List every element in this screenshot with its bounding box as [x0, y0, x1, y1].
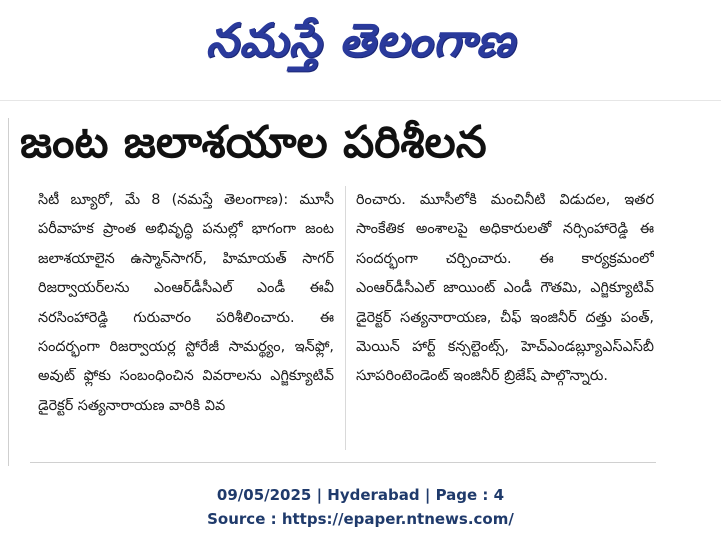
- article-column-right: రించారు. మూసీలోకి మంచినీటి విడుదల, ఇతర సాంకేతిక అంశాలపై అధికారులతో నర్సింహారెడ్డి ఈ సందర్భంగా చర్చించారు. ఈ కార్యక్రమంలో ఎంఆర్‌డీసీఎల్ జాయింట్ ఎండీ గౌతమి, ఎగ్జిక్యూటివ్ డైరెక్టర్ సత్యనారాయణ, చీఫ్ ఇంజినీర్ దత్తు పంత్, మెయిన్ హార్ట్ కన్సల్టెంట్స్, హెచ్‌ఎండబ్ల్యూఎస్‌ఎస్‌బీ సూపరింటెండెంట్ ఇంజినీర్ బ్రిజేష్ పాల్గొన్నారు.: [356, 192, 654, 385]
- article-headline: జంట జలాశయాల పరిశీలన: [20, 117, 487, 168]
- article-left-rule: [8, 118, 9, 466]
- masthead-divider: [0, 100, 721, 101]
- masthead-logo: నమస్తే తెలంగాణ: [205, 13, 516, 67]
- footer-date-edition: 09/05/2025 | Hyderabad | Page : 4: [216, 486, 505, 504]
- article-column-left: సిటీ బ్యూరో, మే 8 (నమస్తే తెలంగాణ): మూసీ పరీవాహక ప్రాంత అభివృద్ధి పనుల్లో భాగంగా జంట జలాశయాలైన ఉస్మాన్‌సాగర్, హిమాయత్ సాగర్ రిజర్వాయర్‌లను ఎంఆర్‌డీసీఎల్ ఎండీ ఈవీ నరసింహారెడ్డి గురువారం పరిశీలించారు. ఈ సందర్భంగా రిజర్వాయర్ల స్టోరేజీ సామర్థ్యం, ఇన్‌ఫ్లో, అవుట్ ఫ్లోకు సంబంధించిన వివరాలను ఎగ్జిక్యూటివ్ డైరెక్టర్ సత్యనారాయణ వారికి వివ: [38, 192, 334, 414]
- article-bottom-rule: [30, 462, 656, 463]
- column-divider: [345, 186, 346, 450]
- footer-source-link[interactable]: Source : https://epaper.ntnews.com/: [207, 510, 514, 528]
